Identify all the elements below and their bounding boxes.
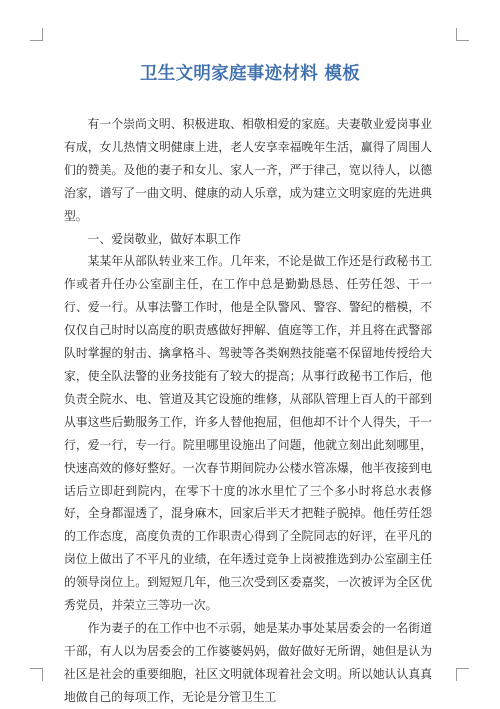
- crop-mark-top-right: [456, 28, 469, 41]
- document-body: [64, 113, 432, 709]
- paragraph-husband: 某某年从部队转业来工作。几年来，不论是做工作还是行政秘书工作或者升任办公室副主任，在工作中总是勤勤恳恳、任劳任怨、干一行、爱一行。从事法警工作时，他是全队警风、警容、警纪的楷模，不仅仅自己时时以高度的职责感做好押解、值庭等工作，并且将在武警部队时掌握的射击、擒拿格斗、驾驶等各类娴熟技能毫不保留地传授给大家，使全队法警的业务技能有了较大的提高；从事行政秘书工作后，他负责全院水、电、管道及其它设施的维修，从部队管理上百人的干部到从事这些后勤服务工作，许多人替他抱屈，但他却不计个人得失，干一行，爱一行，专一行。院里哪里设施出了问题，他就立刻出此刻哪里，快速高效的修好整好。一次春节期间院办公楼水管冻爆，他半夜接到电话后立即赶到院内，在零下十度的冰水里忙了三个多小时将总水表修好，全身都湿透了，混身麻木，回家后半天才把鞋子脱掉。他任劳任怨的工作态度，高度负责的工作职责心得到了全院同志的好评，在平凡的岗位上做出了不平凡的业绩，在年透过竞争上岗被推选到办公室副主任的领导岗位上。到短短几年，他三次受到区委嘉奖，一次被评为全区优秀党员，并荣立三等功一次。: [64, 254, 432, 613]
- crop-mark-bottom-left: [30, 668, 43, 681]
- document-title: 卫生文明家庭事迹材料 模板: [140, 64, 360, 84]
- section-heading: 一、爱岗敬业，做好本职工作: [87, 231, 241, 246]
- crop-mark-top-left: [30, 28, 43, 41]
- paragraph-intro: 有一个崇尚文明、积极进取、相敬相爱的家庭。夫妻敬业爱岗事业有成，女儿热情文明健康上进，老人安享幸福晚年生活，赢得了周围人们的赞美。及他的妻子和女儿、家人一齐，严于律己，宽以待人，以德治家，谱写了一曲文明、健康的动人乐章，成为建立文明家庭的先进典型。: [64, 117, 432, 223]
- crop-mark-bottom-right: [456, 668, 469, 681]
- paragraph-wife: 作为妻子的在工作中也不示弱，她是某办事处某居委会的一名街道干部，有人以为居委会的工作婆婆妈妈，做好做好无所谓，她但是认为社区是社会的重要细胞，社区文明就体现着社会文明。所以她认认真真地做自己的每项工作，无论是分管卫生工: [64, 620, 432, 704]
